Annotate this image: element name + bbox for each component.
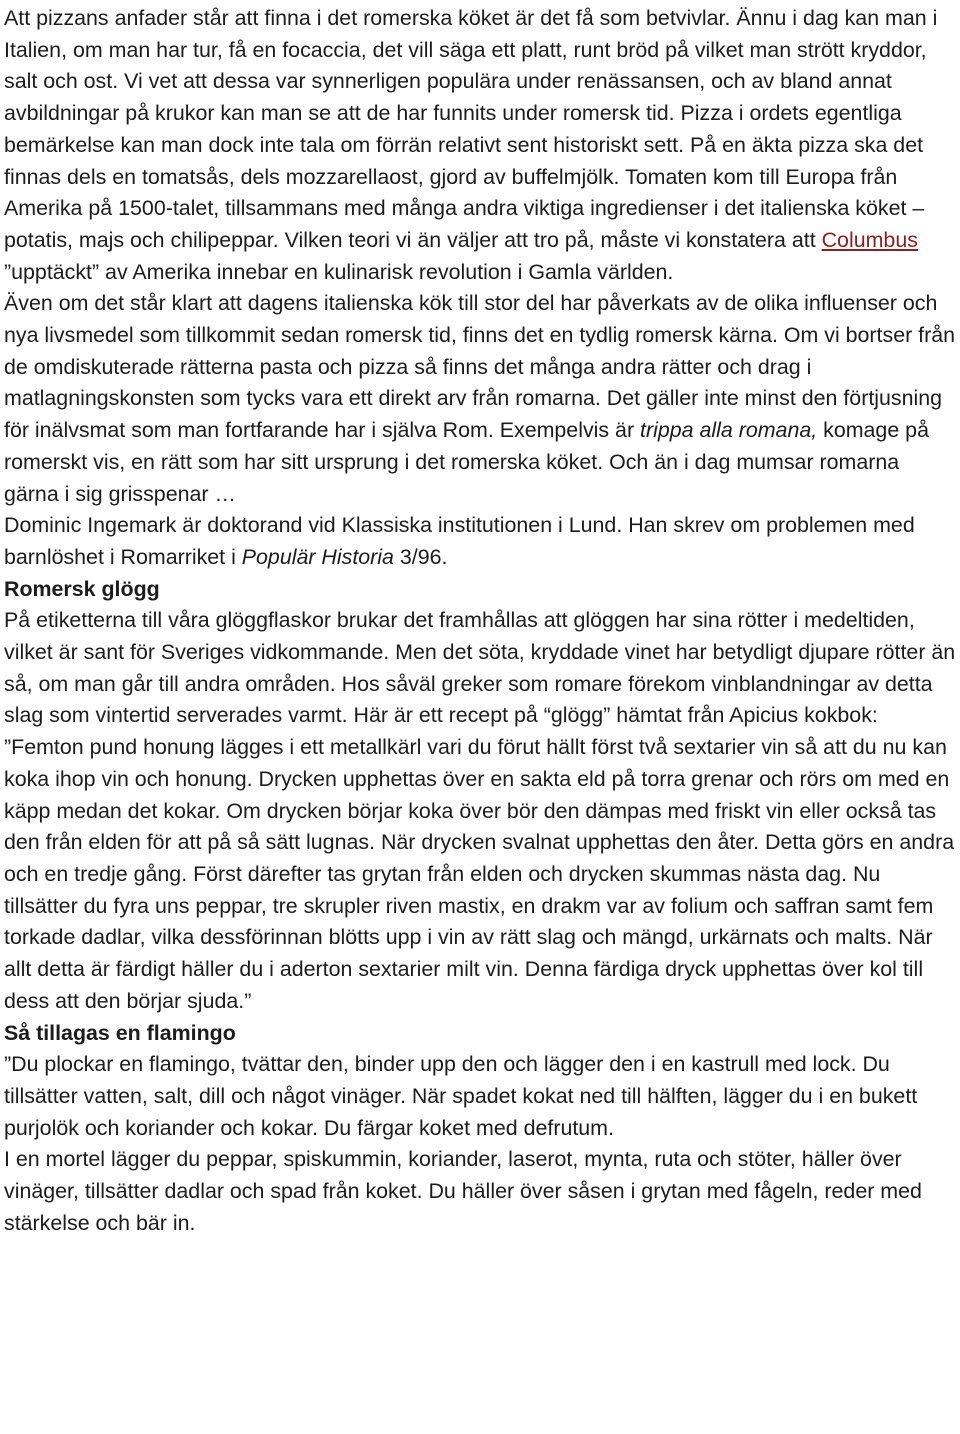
paragraph-author-bio: [4, 510, 958, 573]
paragraph-text: komage på romerskt vis, en rätt som har sitt ursprung i det romerska köket. Och än i dag mumsar romarna gärna i sig grisspenar …: [4, 418, 929, 506]
paragraph-pizza-history: [4, 3, 958, 288]
paragraph-text: 3/96.: [393, 544, 448, 569]
heading-flamingo: Så tillagas en flamingo: [4, 1020, 236, 1045]
italic-dish-name: trippa alla romana,: [640, 418, 818, 443]
paragraph-text: Att pizzans anfader står att finna i det romerska köket är det få som betvivlar. Ännu i dag kan man i Italien, om man har tur, få en focaccia, det vill säga ett platt, runt bröd på vilket man strött kryddor, salt och ost. Vi vet att dessa var synnerligen populära under renässansen, och av bland annat avbildningar på krukor kan man se att de har funnits under romersk tid. Pizza i ordets egentliga bemärkelse kan man dock inte tala om förrän relativt sent historiskt sett. På en äkta pizza ska det finnas dels en tomatsås, dels mozzarellaost, gjord av buffelmjölk. Tomaten kom till Europa från Amerika på 1500-talet, tillsammans med många andra viktiga ingredienser i det italienska köket – potatis, majs och chilipeppar. Vilken teori vi än väljer att tro på, måste vi konstatera att: [4, 6, 938, 252]
paragraph-text: ”upptäckt” av Amerika innebar en kulinarisk revolution i Gamla världen.: [4, 259, 674, 284]
paragraph-text: Dominic Ingemark är doktorand vid Klassiska institutionen i Lund. Han skrev om problemen med barnlöshet i Romarriket i: [4, 513, 915, 569]
paragraph-roman-kitchen: [4, 288, 958, 510]
columbus-link[interactable]: Columbus: [821, 227, 918, 252]
paragraph-flamingo-sauce: I en mortel lägger du peppar, spiskummin, koriander, laserot, mynta, ruta och stöter, häller över vinäger, tillsätter dadlar och spad från koket. Du häller över såsen i grytan med fågeln, reder med stärkelse och bär in.: [4, 1147, 922, 1235]
italic-magazine-name: Populär Historia: [241, 544, 394, 569]
paragraph-text: Även om det står klart att dagens italienska kök till stor del har påverkats av de olika influenser och nya livsmedel som tillkommit sedan romersk tid, finns det en tydlig romersk kärna. Om vi bortser från de omdiskuterade rätterna pasta och pizza så finns det många andra rätter och drag i matlagningskonsten som tycks vara ett direkt arv från romarna. Det gäller inte minst den förtjusning för inälvsmat som man fortfarande har i själva Rom. Exempelvis är: [4, 291, 956, 443]
paragraph-glogg-intro: På etiketterna till våra glöggflaskor brukar det framhållas att glöggen har sina rötter i medeltiden, vilket är sant för Sveriges vidkommande. Men det söta, kryddade vinet har betydligt djupare rötter än så, om man går till andra områden. Hos såväl greker som romare förekom vinblandningar av detta slag som vintertid serverades varmt. Här är ett recept på “glögg” hämtat från Apicius kokbok:: [4, 608, 956, 728]
heading-romersk-glogg: Romersk glögg: [4, 576, 160, 601]
paragraph-flamingo-recipe: ”Du plockar en flamingo, tvättar den, binder upp den och lägger den i en kastrull med lock. Du tillsätter vatten, salt, dill och något vinäger. När spadet kokat ned till hälften, lägger du i en bukett purjolök och koriander och kokar. Du färgar koket med defrutum.: [4, 1052, 918, 1140]
paragraph-glogg-recipe: ”Femton pund honung lägges i ett metallkärl vari du förut hällt först två sextarier vin så att du nu kan koka ihop vin och honung. Drycken upphettas över en sakta eld på torra grenar och rörs om med en käpp medan det kokar. Om drycken börjar koka över bör den dämpas med friskt vin eller också tas den från elden för att på så sätt lugnas. När drycken svalnat upphettas den åter. Detta görs en andra och en tredje gång. Först därefter tas grytan från elden och drycken skummas nästa dag. Nu tillsätter du fyra uns peppar, tre skrupler riven mastix, en drakm var av folium och saffran samt fem torkade dadlar, vilka dessförinnan blötts upp i vin av rätt slag och mängd, urkärnats och malts. När allt detta är färdigt häller du i aderton sextarier milt vin. Denna färdiga dryck upphettas över kol till dess att den börjar sjuda.”: [4, 735, 955, 1013]
